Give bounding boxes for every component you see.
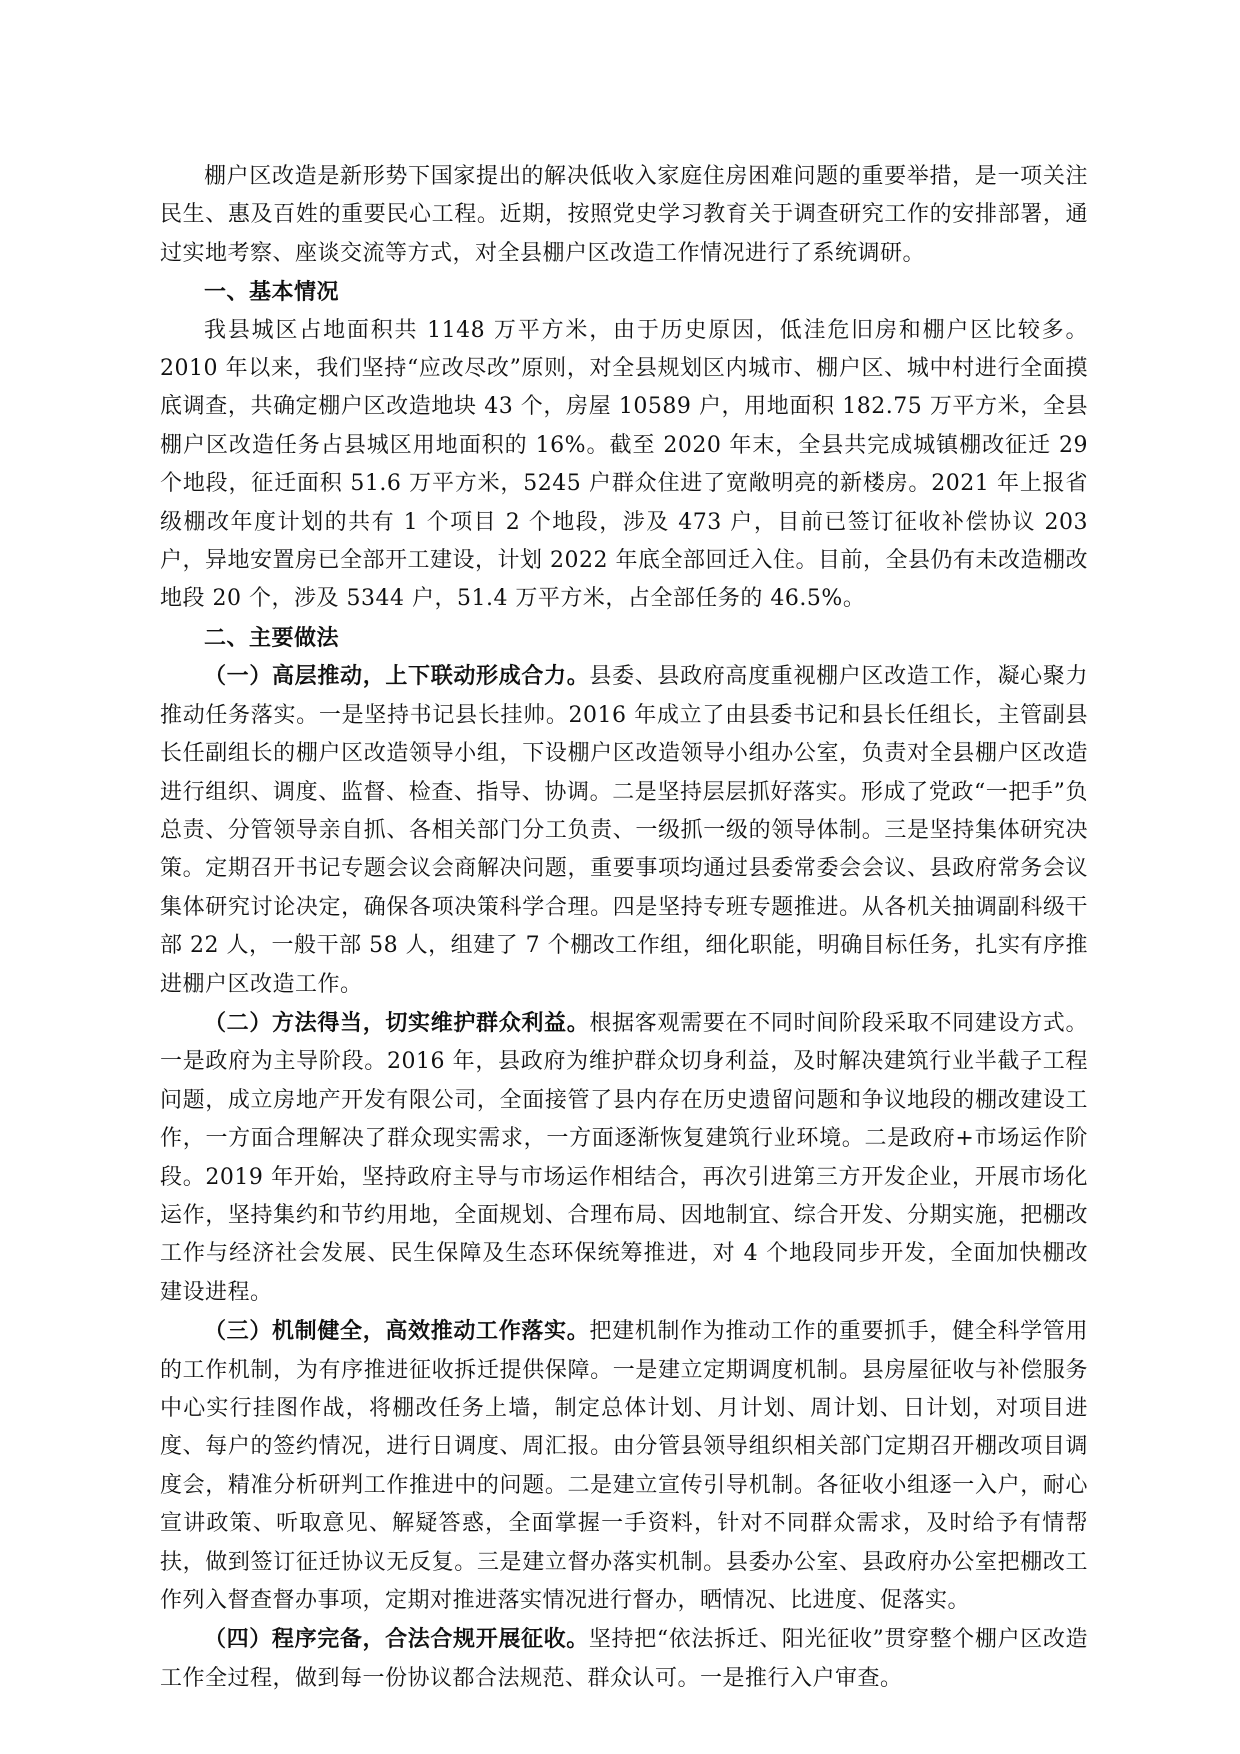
basic-situation-paragraph: 我县城区占地面积共 1148 万平方米，由于历史原因，低洼危旧房和棚户区比较多。2010 年以来，我们坚持“应改尽改”原则，对全县规划区内城市、棚户区、城中村进行全面摸底调查，共确定棚户区改造地块 43 个，房屋 10589 户，用地面积 182.75 万平方米，全县棚户区改造任务占县城区用地面积的 16%。截至 2020 年末，全县共完成城镇棚改征迁 29 个地段，征迁面积 51.6 万平方米，5245 户群众住进了宽敞明亮的新楼房。2021 年上报省级棚改年度计划的共有 1 个项目 2 个地段，涉及 473 户，目前已签订征收补偿协议 203 户，异地安置房已全部开工建设，计划 2022 年底全部回迁入住。目前，全县仍有未改造棚改地段 20 个，涉及 5344 户，51.4 万平方米，占全部任务的 46.5%。 — [160, 317, 1088, 612]
practice-body-3: 把建机制作为推动工作的重要抓手，健全科学管用的工作机制，为有序推进征收拆迁提供保障。一是建立定期调度机制。县房屋征收与补偿服务中心实行挂图作战，将棚改任务上墙，制定总体计划、月计划、周计划、日计划，对项目进度、每户的签约情况，进行日调度、周汇报。由分管县领导组织相关部门定期召开棚改项目调度会，精准分析研判工作推进中的问题。二是建立宣传引导机制。各征收小组逐一入户，耐心宣讲政策、听取意见、解疑答惑，全面掌握一手资料，针对不同群众需求，及时给予有情帮扶，做到签订征迁协议无反复。三是建立督办落实机制。县委办公室、县政府办公室把棚改工作列入督查督办事项，定期对推进落实情况进行督办，晒情况、比进度、促落实。 — [160, 1319, 1088, 1614]
practice-body-4: 坚持把“依法拆迁、阳光征收”贯穿整个棚户区改造工作全过程，做到每一份协议都合法规范、群众认可。一是推行入户审查。 — [160, 1627, 1088, 1691]
practice-body-1: 县委、县政府高度重视棚户区改造工作，凝心聚力推动任务落实。一是坚持书记县长挂帅。2016 年成立了由县委书记和县长任组长，主管副县长任副组长的棚户区改造领导小组，下设棚户区改造领导小组办公室，负责对全县棚户区改造进行组织、调度、监督、检查、指导、协调。二是坚持层层抓好落实。形成了党政“一把手”负总责、分管领导亲自抓、各相关部门分工负责、一级抓一级的领导体制。三是坚持集体研究决策。定期召开书记专题会议会商解决问题，重要事项均通过县委常委会会议、县政府常务会议集体研究讨论决定，确保各项决策科学合理。四是坚持专班专题推进。从各机关抽调副科级干部 22 人，一般干部 58 人，组建了 7 个棚改工作组，细化职能，明确目标任务，扎实有序推进棚户区改造工作。 — [160, 664, 1088, 997]
practice-lead-2: （二）方法得当，切实维护群众利益。 — [204, 1009, 590, 1036]
practice-paragraph-3 — [160, 1312, 1088, 1620]
practice-paragraph-1 — [160, 657, 1088, 1004]
practice-lead-3: （三）机制健全，高效推动工作落实。 — [204, 1318, 590, 1345]
practice-body-2: 根据客观需要在不同时间阶段采取不同建设方式。一是政府为主导阶段。2016 年，县政府为维护群众切身利益，及时解决建筑行业半截子工程问题，成立房地产开发有限公司，全面接管了县内存在历史遗留问题和争议地段的棚改建设工作，一方面合理解决了群众现实需求，一方面逐渐恢复建筑行业环境。二是政府+市场运作阶段。2019 年开始，坚持政府主导与市场运作相结合，再次引进第三方开发企业，开展市场化运作，坚持集约和节约用地，全面规划、合理布局、因地制宜、综合开发、分期实施，把棚改工作与经济社会发展、民生保障及生态环保统筹推进，对 4 个地段同步开发，全面加快棚改建设进程。 — [160, 1010, 1088, 1305]
document-page — [160, 158, 1088, 1698]
practice-lead-4: （四）程序完备，合法合规开展征收。 — [204, 1626, 589, 1653]
intro-paragraph: 棚户区改造是新形势下国家提出的解决低收入家庭住房困难问题的重要举措，是一项关注民生、惠及百姓的重要民心工程。近期，按照党史学习教育关于调查研究工作的安排部署，通过实地考察、座谈交流等方式，对全县棚户区改造工作情况进行了系统调研。 — [160, 164, 1088, 266]
practice-lead-1: （一）高层推动，上下联动形成合力。 — [204, 663, 590, 690]
practice-paragraph-4 — [160, 1620, 1088, 1698]
practice-paragraph-2 — [160, 1004, 1088, 1312]
section-heading-basic-situation: 一、基本情况 — [204, 279, 340, 306]
section-heading-main-practices: 二、主要做法 — [204, 624, 340, 651]
